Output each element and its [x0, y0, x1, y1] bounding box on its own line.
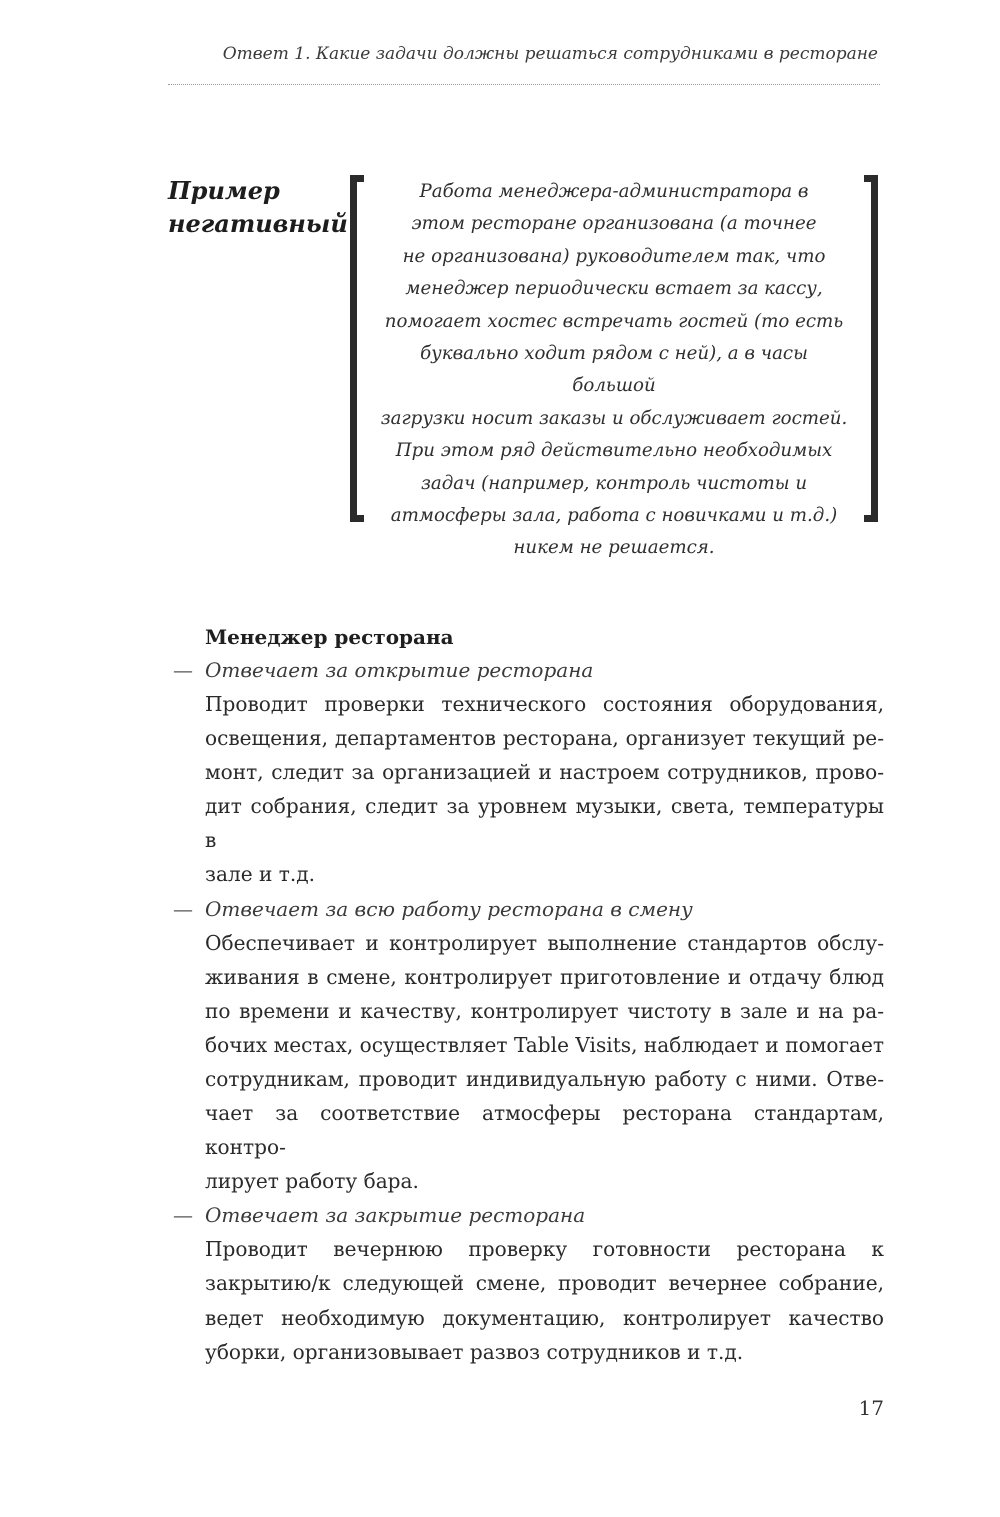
em-dash: — [173, 658, 193, 682]
quote-line: помогает хостес встречать гостей (то есть [384, 310, 844, 332]
body-line: дит собрания, следит за уровнем музыки, света, температуры в [205, 794, 884, 853]
quote-line: этом ресторане организована (а точнее [411, 213, 817, 235]
example-quote [376, 176, 852, 565]
quote-line: Работа менеджера-администратора в [419, 181, 809, 202]
page-number: 17 [858, 1396, 884, 1420]
quote-line: не организована) руководителем так, что [402, 245, 826, 267]
body-line: живания в смене, контролирует приготовление и отдачу блюд [205, 964, 884, 989]
quote-line: При этом ряд действительно необходимых [395, 440, 833, 462]
quote-line: менеджер периодически встает за кассу, [405, 278, 823, 300]
running-header: Ответ 1. Какие задачи должны решаться сотрудниками в ресторане [222, 44, 878, 64]
responsibility-body [205, 687, 884, 892]
quote-line: атмосферы зала, работа с новичками и т.д.) [390, 505, 838, 527]
responsibility-heading-text: Отвечает за всю работу ресторана в смену [205, 896, 693, 921]
body-line: лирует работу бара. [205, 1169, 419, 1194]
body-line: зале и т.д. [205, 862, 316, 887]
header-divider [168, 84, 880, 85]
body-line: сотрудникам, проводит индивидуальную работу с ними. Отве- [205, 1066, 884, 1091]
body-line: монт, следит за организацией и настроем сотрудников, прово- [205, 760, 884, 785]
quote-line: задач (например, контроль чистоты и [420, 472, 808, 494]
body-line: Проводит вечернюю проверку готовности ресторана к [205, 1237, 884, 1262]
responsibility-heading [168, 653, 884, 687]
right-bracket [864, 175, 878, 522]
responsibility-heading [168, 892, 884, 926]
section-title: Менеджер ресторана [205, 625, 454, 649]
body-line: чает за соответствие атмосферы ресторана стандартам, контро- [205, 1101, 884, 1160]
body-line: закрытию/к следующей смене, проводит вечернее собрание, [205, 1271, 884, 1296]
manager-section [168, 621, 884, 1369]
responsibility-heading-text: Отвечает за закрытие ресторана [205, 1203, 586, 1228]
responsibility-body [205, 1232, 884, 1368]
body-line: по времени и качеству, контролирует чистоту в зале и на ра- [205, 998, 884, 1023]
body-line: освещения, департаментов ресторана, организует текущий ре- [205, 726, 884, 751]
quote-line: никем не решается. [513, 537, 715, 559]
em-dash: — [173, 896, 193, 921]
responsibility-heading-text: Отвечает за открытие ресторана [205, 658, 594, 682]
example-label-line: Пример [168, 176, 280, 205]
em-dash: — [173, 1203, 193, 1228]
body-line: Обеспечивает и контролирует выполнение стандартов обслу- [205, 930, 884, 955]
body-line: уборки, организовывает развоз сотрудников и т.д. [205, 1339, 744, 1364]
quote-line: загрузки носит заказы и обслуживает гостей. [380, 407, 848, 429]
responsibility-heading [168, 1198, 884, 1232]
example-label-line: негативный [168, 209, 348, 238]
quote-line: буквально ходит рядом с ней), а в часы большой [420, 343, 808, 397]
body-line: ведет необходимую документацию, контролирует качество [205, 1305, 884, 1330]
left-bracket [350, 175, 364, 522]
example-label [168, 174, 348, 240]
body-line: Проводит проверки технического состояния оборудования, [205, 692, 884, 716]
body-line: бочих местах, осуществляет Table Visits, наблюдает и помогает [205, 1032, 884, 1057]
responsibility-body [205, 926, 884, 1199]
